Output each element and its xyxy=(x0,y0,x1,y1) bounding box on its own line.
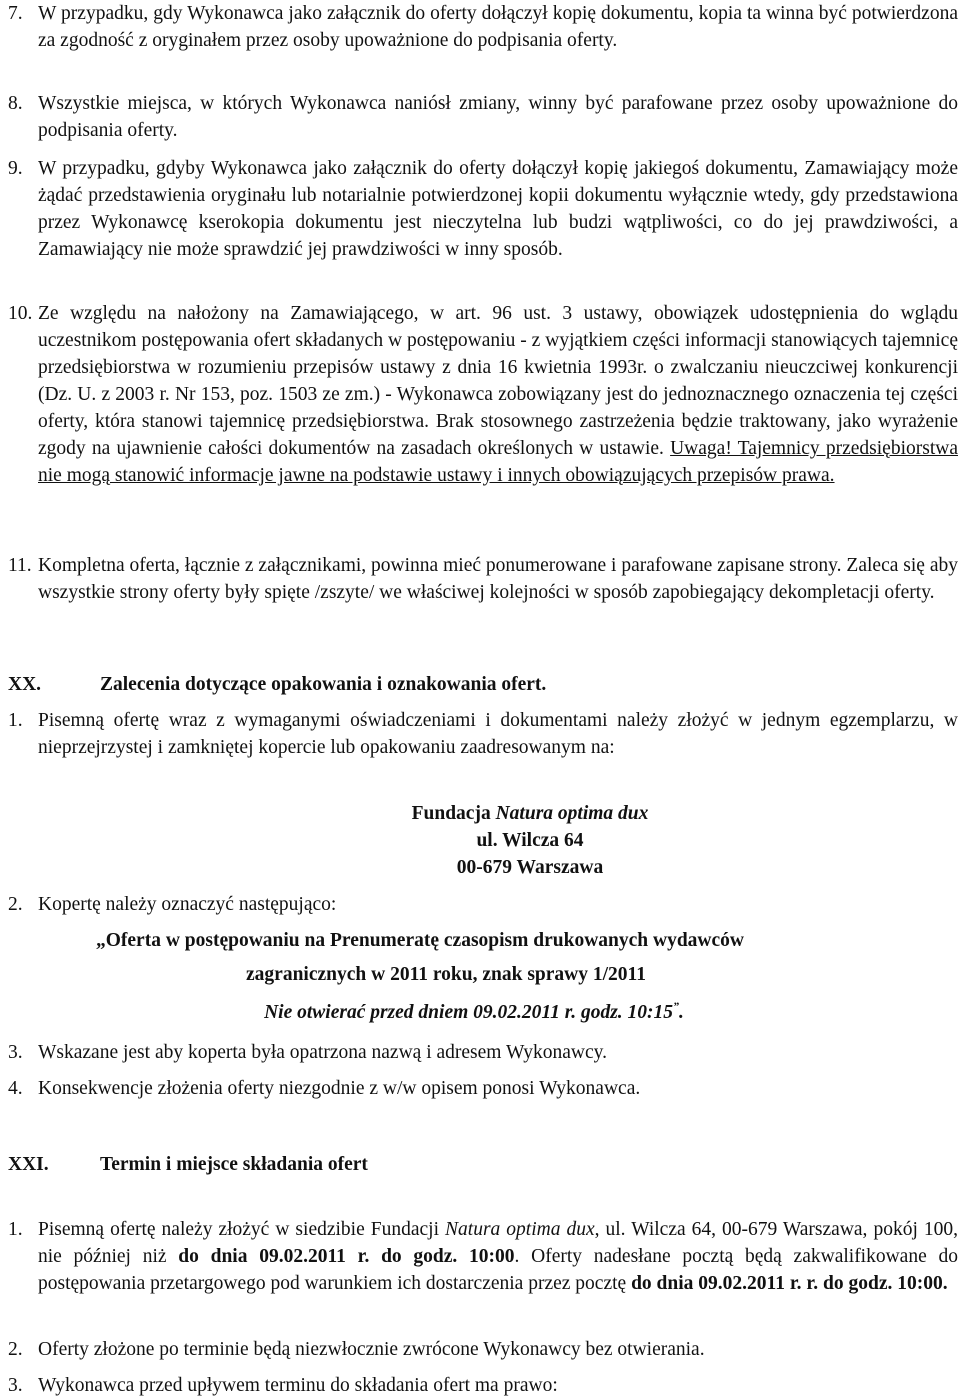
item-number: 1. xyxy=(8,1219,23,1240)
item-text: Konsekwencje złożenia oferty niezgodnie z w/w opisem ponosi Wykonawca. xyxy=(38,1078,641,1099)
item-text: Oferty złożone po terminie będą niezwłocznie zwrócone Wykonawcy bez otwierania. xyxy=(38,1339,705,1360)
item-number: 10. xyxy=(8,303,33,324)
item-number: 3. xyxy=(8,1375,23,1396)
item-text: Wskazane jest aby koperta była opatrzona nazwą i adresem Wykonawcy. xyxy=(38,1042,607,1063)
envelope-label-line-1: „Oferta w postępowaniu na Prenumeratę czasopism drukowanych wydawców xyxy=(95,930,744,951)
section-title: Zalecenia dotyczące opakowania i oznakowania ofert. xyxy=(100,674,547,695)
warning-note: Uwaga! Tajemnicy przedsiębiorstwa nie mogą stanowić informacje jawne na podstawie ustawy i innych obowiązujących przepisów prawa. xyxy=(38,438,958,486)
item-number: 9. xyxy=(8,158,23,179)
item-text: Kopertę należy oznaczyć następująco: xyxy=(38,894,337,915)
item-text: Pisemną ofertę należy złożyć w siedzibie Fundacji Natura optima dux, ul. Wilcza 64, 00-679 Warszawa, pokój 100, nie później niż do dnia 09.02.2011 r. do godz. 10:00. Oferty nadesłane pocztą będą zakwalifikowane do postępowania przetargowego pod warunkiem ich dostarczenia przez pocztę do dnia 09.02.2011 r. r. do godz. 10:00. xyxy=(38,1219,958,1294)
list-item-11 xyxy=(8,552,958,606)
deadline-date: do dnia 09.02.2011 r. do godz. 10:00 xyxy=(178,1246,515,1267)
item-text: Pisemną ofertę wraz z wymaganymi oświadczeniami i dokumentami należy złożyć w jednym egzemplarzu, w nieprzejrzystej i zamkniętej kopercie lub opakowaniu zaadresowanym na: xyxy=(38,710,958,758)
list-item-10 xyxy=(8,300,958,489)
item-text: Wszystkie miejsca, w których Wykonawca naniósł zmiany, winny być parafowane przez osoby upoważnione do podpisania oferty. xyxy=(38,93,958,141)
section-heading-xx xyxy=(8,671,546,698)
list-item-9 xyxy=(8,155,958,263)
foundation-name: Natura optima dux xyxy=(445,1219,595,1240)
list-item-8 xyxy=(8,90,958,144)
envelope-label-line-2: zagranicznych w 2011 roku, znak sprawy 1/2011 xyxy=(246,964,646,985)
item-text: Kompletna oferta, łącznie z załącznikami, powinna mieć ponumerowane i parafowane zapisane strony. Zaleca się aby wszystkie strony oferty były spięte /zszyte/ we właściwej kolejności w sposób zapobiegający dekompletacji oferty. xyxy=(38,555,958,603)
item-number: 7. xyxy=(8,3,23,24)
xx-item-2 xyxy=(8,891,958,918)
item-number: 1. xyxy=(8,710,23,731)
postal-deadline-date: do dnia 09.02.2011 r. r. do godz. 10:00. xyxy=(631,1273,948,1294)
item-text: Wykonawca przed upływem terminu do składania ofert ma prawo: xyxy=(38,1375,558,1396)
xxi-item-2 xyxy=(8,1336,958,1363)
address-line-1: Fundacja Natura optima dux xyxy=(411,803,649,824)
list-item-7 xyxy=(8,0,958,54)
xx-item-3 xyxy=(8,1039,958,1066)
address-line-3: 00-679 Warszawa xyxy=(456,857,604,878)
section-heading-xxi xyxy=(8,1151,368,1178)
section-number: XXI. xyxy=(8,1154,49,1175)
item-number: 8. xyxy=(8,93,23,114)
xxi-item-3 xyxy=(8,1372,958,1399)
section-number: XX. xyxy=(8,674,42,695)
item-number: 4. xyxy=(8,1078,23,1099)
section-title: Termin i miejsce składania ofert xyxy=(100,1154,368,1175)
item-text: W przypadku, gdyby Wykonawca jako załącznik do oferty dołączył kopię jakiegoś dokumentu, Zamawiający może żądać przedstawienia oryginału lub notarialnie potwierdzonej kopii dokumentu wyłącznie wtedy, gdy przedstawiona przez Wykonawcę kserokopia dokumentu jest nieczytelna lub budzi wątpliwości, co do jej prawdziwości, a Zamawiający nie może sprawdzić jej prawdziwości w inny sposób. xyxy=(38,158,958,260)
address-line-2: ul. Wilcza 64 xyxy=(476,830,584,851)
xx-item-1 xyxy=(8,707,958,761)
xx-item-4 xyxy=(8,1075,958,1102)
item-text: W przypadku, gdy Wykonawca jako załącznik do oferty dołączył kopię dokumentu, kopia ta winna być potwierdzona za zgodność z oryginałem przez osoby upoważnione do podpisania oferty. xyxy=(38,3,958,51)
item-number: 11. xyxy=(8,555,32,576)
item-body: Ze względu na nałożony na Zamawiającego, w art. 96 ust. 3 ustawy, obowiązek udostępnienia do wglądu uczestnikom postępowania ofert składanych w postępowaniu - z wyjątkiem części informacji stanowiących tajemnicę przedsiębiorstwa w rozumieniu przepisów ustawy z dnia 16 kwietnia 1993r. o zwalczaniu nieuczciwej konkurencji (Dz. U. z 2003 r. Nr 153, poz. 1503 ze zm.) - Wykonawca zobowiązany jest do jednoznacznego oznaczenia tej części oferty, która stanowi tajemnicę przedsiębiorstwa. Brak stosownego zastrzeżenia będzie traktowany, jako wyrażenie zgody na ujawnienie całości dokumentów na zasadach określonych w ustawie. xyxy=(38,303,958,459)
envelope-label-line-3: Nie otwierać przed dniem 09.02.2011 r. godz. 10:15”. xyxy=(264,999,684,1023)
delivery-address xyxy=(380,800,680,881)
item-text xyxy=(38,300,958,489)
item-number: 2. xyxy=(8,1339,23,1360)
item-number: 3. xyxy=(8,1042,23,1063)
item-number: 2. xyxy=(8,894,23,915)
xxi-item-1 xyxy=(8,1216,958,1297)
